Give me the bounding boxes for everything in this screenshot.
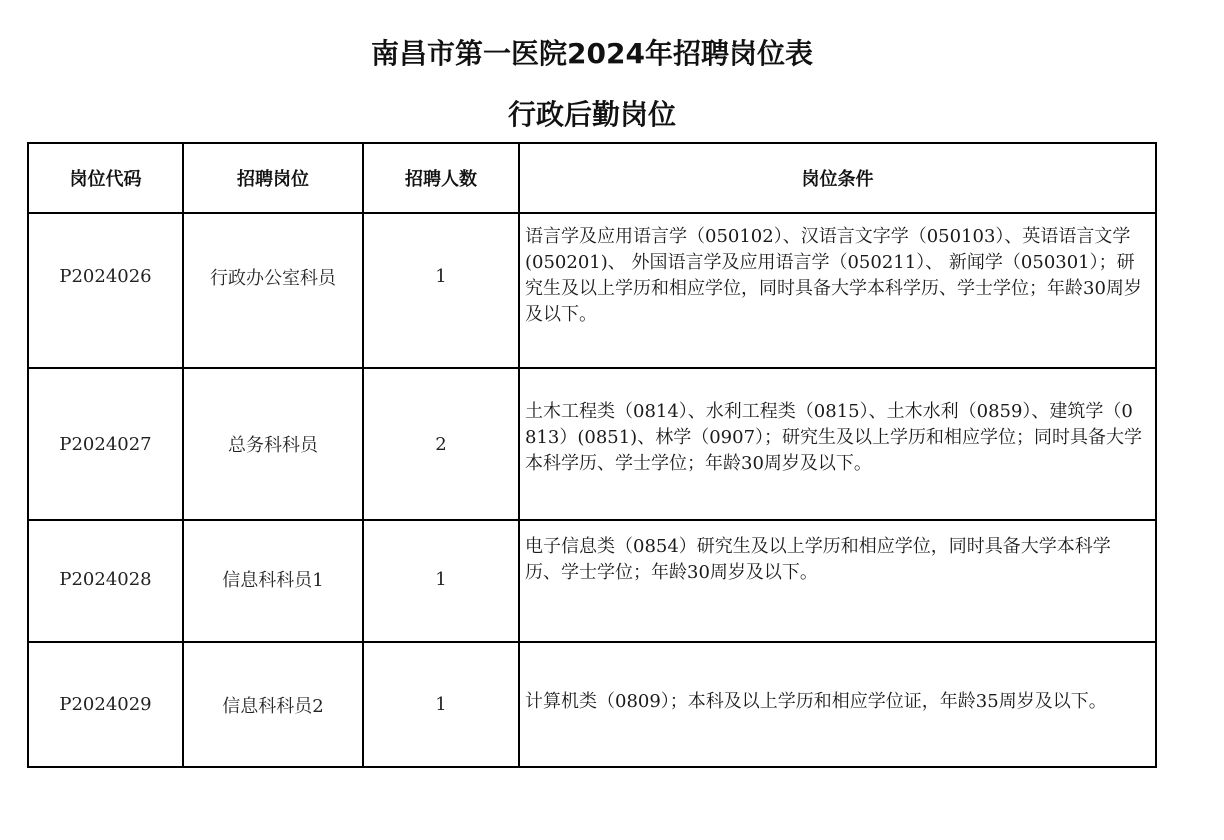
header-conditions: 岗位条件 <box>519 143 1156 213</box>
recruitment-table <box>27 142 1157 768</box>
cell-headcount <box>363 213 519 368</box>
position-name-text: 信息科科员1 <box>222 570 324 591</box>
position-code-text: P2024029 <box>59 694 152 715</box>
cell-position-code <box>28 213 183 368</box>
cell-conditions <box>519 213 1156 368</box>
position-name-text: 总务科科员 <box>228 435 318 456</box>
position-code-text: P2024028 <box>59 568 152 590</box>
headcount-text: 1 <box>435 694 447 715</box>
cell-headcount <box>363 520 519 642</box>
cell-position-code <box>28 520 183 642</box>
cell-headcount <box>363 642 519 767</box>
header-position-name: 招聘岗位 <box>183 143 363 213</box>
table-row <box>28 213 1156 368</box>
cell-position-name <box>183 368 363 520</box>
header-headcount: 招聘人数 <box>363 143 519 213</box>
table-row <box>28 368 1156 520</box>
cell-conditions <box>519 642 1156 767</box>
headcount-text: 1 <box>435 266 447 287</box>
document-title: 南昌市第一医院2024年招聘岗位表 <box>371 37 813 70</box>
header-position-code: 岗位代码 <box>28 143 183 213</box>
table-header-row <box>28 143 1156 213</box>
headcount-text: 2 <box>435 433 447 455</box>
table-row <box>28 642 1156 767</box>
position-name-text: 行政办公室科员 <box>210 267 336 289</box>
conditions-text: 土木工程类（0814）、水利工程类（0815）、土木水利（0859）、建筑学（0813）(0851)、林学（0907）；研究生及以上学历和相应学位；同时具备大学本科学历、学士学位；年龄30周岁及以下。 <box>525 401 1143 474</box>
conditions-text: 计算机类（0809）；本科及以上学历和相应学位证，年龄35周岁及以下。 <box>525 690 1107 712</box>
cell-position-code <box>28 642 183 767</box>
cell-position-name <box>183 642 363 767</box>
cell-position-name <box>183 520 363 642</box>
section-subtitle: 行政后勤岗位 <box>507 98 676 131</box>
conditions-text: 语言学及应用语言学（050102）、汉语言文字学（050103）、英语语言文学(050201)、 外国语言学及应用语言学（050211）、 新闻学（050301）；研究生及以上学历和相应学位，同时具备大学本科学历、学士学位；年龄30周岁及以下。 <box>525 225 1142 325</box>
position-code-text: P2024026 <box>59 266 152 287</box>
cell-conditions <box>519 520 1156 642</box>
cell-conditions <box>519 368 1156 520</box>
headcount-text: 1 <box>435 568 447 590</box>
table-row <box>28 520 1156 642</box>
cell-position-code <box>28 368 183 520</box>
position-code-text: P2024027 <box>59 433 152 455</box>
position-name-text: 信息科科员2 <box>222 695 324 717</box>
cell-headcount <box>363 368 519 520</box>
conditions-text: 电子信息类（0854）研究生及以上学历和相应学位，同时具备大学本科学历、学士学位；年龄30周岁及以下。 <box>525 536 1111 583</box>
cell-position-name <box>183 213 363 368</box>
